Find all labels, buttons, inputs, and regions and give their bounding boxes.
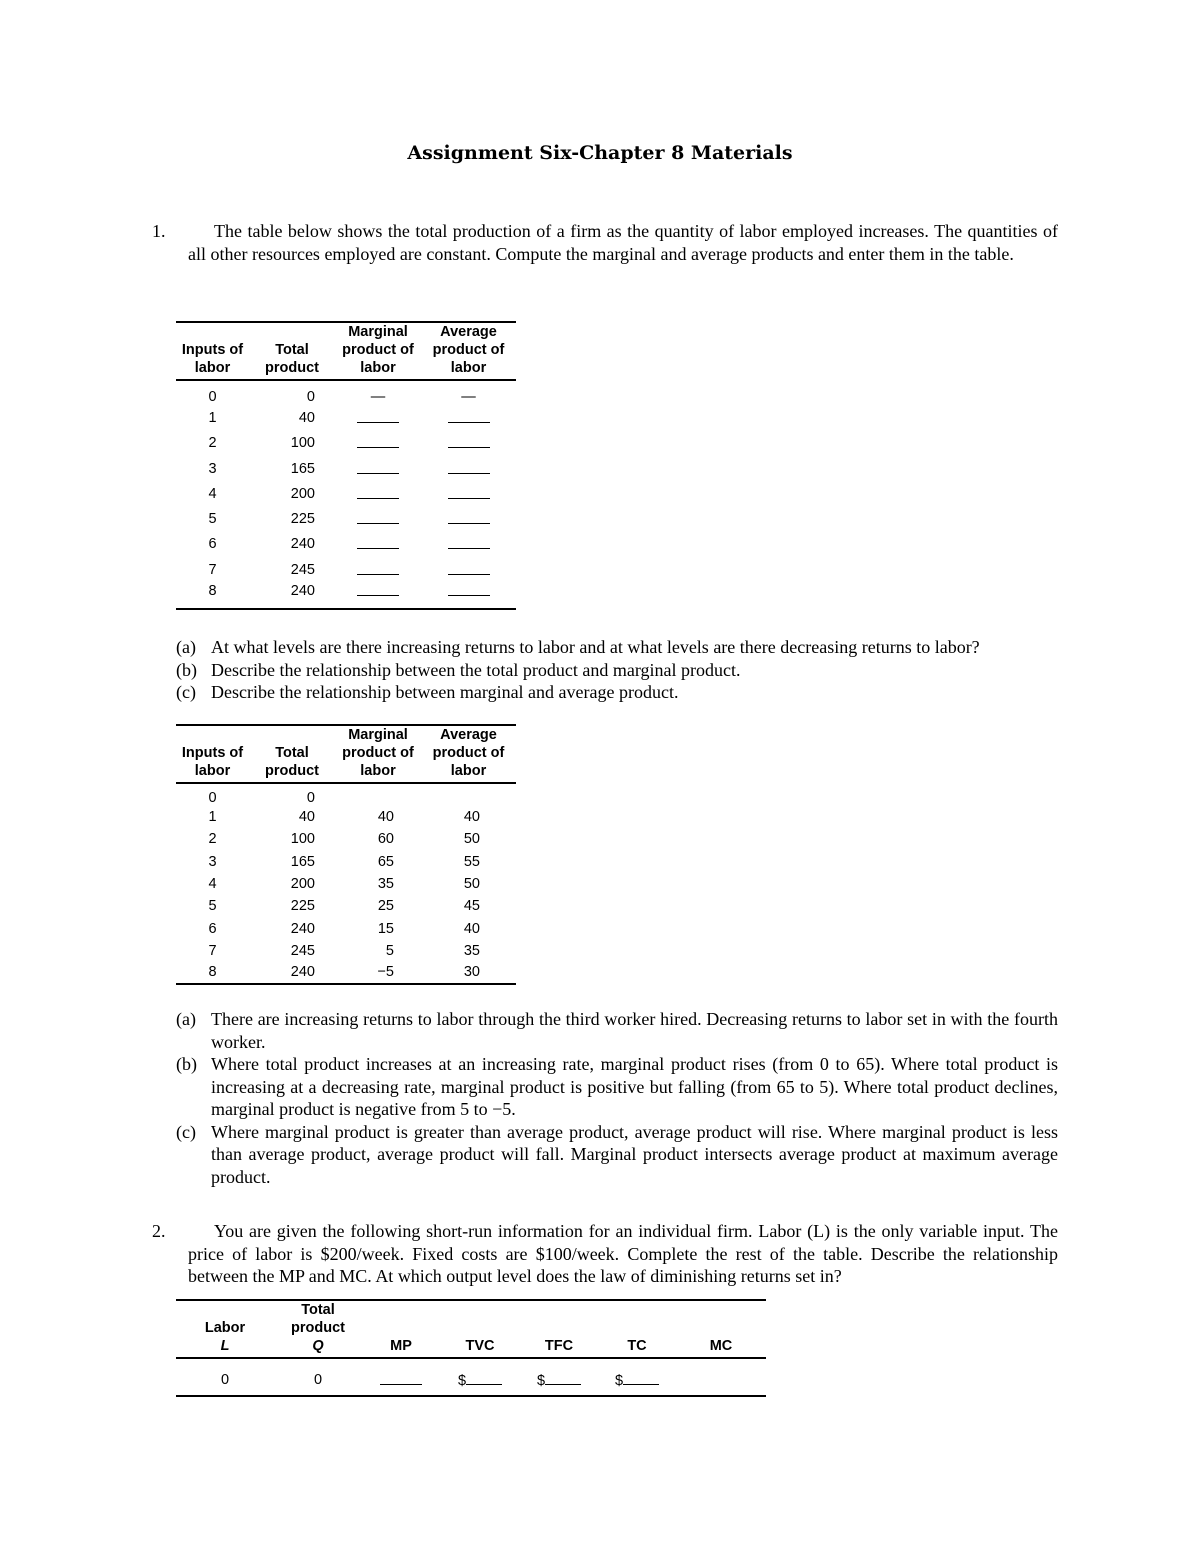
cell-labor: 1 bbox=[208, 809, 217, 826]
cell-total: 245 bbox=[290, 561, 315, 578]
cell-labor: 3 bbox=[208, 853, 217, 870]
cell-labor: 6 bbox=[208, 536, 217, 553]
tc-blank[interactable]: $ bbox=[598, 1358, 676, 1396]
mc-cell bbox=[676, 1358, 766, 1396]
answer-label: (c) bbox=[176, 1121, 196, 1142]
cell-total: 100 bbox=[290, 435, 315, 452]
cell-labor: 2 bbox=[208, 831, 217, 848]
cell-labor: 2 bbox=[208, 435, 217, 452]
cell-total: 200 bbox=[290, 876, 315, 893]
cell-mp: 5 bbox=[385, 942, 394, 959]
cell-total: 200 bbox=[290, 485, 315, 502]
mp-blank[interactable] bbox=[335, 431, 421, 456]
cell-labor: 5 bbox=[208, 511, 217, 528]
question-1-text bbox=[188, 220, 1058, 265]
table-row bbox=[176, 431, 516, 456]
production-table-answers bbox=[176, 724, 516, 985]
mp-blank[interactable] bbox=[335, 506, 421, 531]
header-marginal-product: Marginal product of labor bbox=[335, 322, 421, 380]
ap-blank[interactable] bbox=[421, 431, 516, 456]
cell-ap: 50 bbox=[463, 831, 480, 848]
cell-labor: 4 bbox=[208, 876, 217, 893]
question-1-subquestions bbox=[176, 636, 1056, 704]
header-total-product: Total product bbox=[249, 725, 335, 783]
cell-total: 225 bbox=[290, 511, 315, 528]
header-tvc: TVC bbox=[440, 1300, 520, 1358]
question-2-number: 2. bbox=[152, 1221, 166, 1241]
answer-label: (a) bbox=[176, 1009, 196, 1029]
cell-labor: 0 bbox=[176, 1358, 274, 1396]
cell-total: 245 bbox=[290, 942, 315, 959]
subquestion-label: (c) bbox=[176, 682, 196, 702]
subquestion bbox=[176, 659, 1056, 682]
table-row bbox=[176, 532, 516, 557]
answer-text: Where marginal product is greater than average product, average product will rise. Where marginal product is less than average product, average product will fall. Marginal product intersects average product at maximum average product. bbox=[211, 1121, 1058, 1187]
cell-ap: 35 bbox=[463, 942, 480, 959]
cell-mp: 35 bbox=[377, 876, 394, 893]
cell-total: 165 bbox=[290, 460, 315, 477]
cell-labor: 7 bbox=[208, 561, 217, 578]
table-row bbox=[176, 895, 516, 917]
table-row bbox=[176, 828, 516, 850]
cell-q: 0 bbox=[274, 1358, 362, 1396]
cell-mp: 40 bbox=[377, 809, 394, 826]
header-labor: Labor L bbox=[176, 1300, 274, 1358]
mp-blank[interactable] bbox=[335, 405, 421, 430]
header-tc: TC bbox=[598, 1300, 676, 1358]
production-table-blank bbox=[176, 321, 516, 610]
header-marginal-product: Marginal product of labor bbox=[335, 725, 421, 783]
cell-ap: 45 bbox=[463, 898, 480, 915]
cell-labor: 3 bbox=[208, 460, 217, 477]
mp-blank[interactable] bbox=[335, 557, 421, 582]
tfc-blank[interactable]: $ bbox=[520, 1358, 598, 1396]
mp-blank[interactable] bbox=[335, 456, 421, 481]
table-row bbox=[176, 405, 516, 430]
cell-mp: 60 bbox=[377, 831, 394, 848]
table-row bbox=[176, 873, 516, 895]
table-row bbox=[176, 456, 516, 481]
header-total-product-q: Total product Q bbox=[274, 1300, 362, 1358]
mp-blank[interactable] bbox=[362, 1358, 440, 1396]
header-tfc: TFC bbox=[520, 1300, 598, 1358]
answer-text: There are increasing returns to labor through the third worker hired. Decreasing returns to labor set in with the fourth worker. bbox=[211, 1009, 1058, 1052]
cell-total: 40 bbox=[298, 409, 315, 426]
cell-labor: 6 bbox=[208, 920, 217, 937]
cell-ap-dash: — bbox=[461, 389, 476, 406]
cell-labor: 4 bbox=[208, 485, 217, 502]
ap-blank[interactable] bbox=[421, 506, 516, 531]
cost-table bbox=[176, 1299, 766, 1397]
table-row bbox=[176, 582, 516, 609]
cell-labor: 8 bbox=[176, 962, 249, 984]
header-total-product: Total product bbox=[249, 322, 335, 380]
table-row bbox=[176, 1358, 766, 1396]
cell-labor: 5 bbox=[208, 898, 217, 915]
question-2-text-body: You are given the following short-run information for an individual firm. Labor (L) is the only variable input. The price of labor is $200/week. Fixed costs are $100/week. Complete the rest of the table. Describe the relationship between the MP and MC. At which output level does the law of diminishing returns set in? bbox=[188, 1221, 1058, 1286]
cell-ap bbox=[421, 783, 516, 806]
cell-total: 225 bbox=[290, 898, 315, 915]
header-inputs-of-labor: Inputs of labor bbox=[176, 725, 249, 783]
cell-total: 240 bbox=[290, 920, 315, 937]
answer bbox=[176, 1008, 1058, 1053]
cell-total: 0 bbox=[306, 790, 315, 806]
table-row bbox=[176, 917, 516, 939]
header-average-product: Average product of labor bbox=[421, 725, 516, 783]
cell-ap: 55 bbox=[463, 853, 480, 870]
cell-total: 240 bbox=[249, 582, 335, 609]
cell-mp bbox=[335, 783, 421, 806]
table-row bbox=[176, 380, 516, 405]
table-row bbox=[176, 783, 516, 806]
table-row bbox=[176, 940, 516, 962]
ap-blank[interactable] bbox=[421, 405, 516, 430]
subquestion-label: (a) bbox=[176, 637, 196, 657]
cell-mp: 15 bbox=[377, 920, 394, 937]
ap-blank[interactable] bbox=[421, 481, 516, 506]
question-1-number: 1. bbox=[152, 221, 166, 241]
subquestion bbox=[176, 681, 1056, 704]
cell-labor: 7 bbox=[208, 942, 217, 959]
cell-labor: 0 bbox=[208, 389, 217, 406]
question-2-text bbox=[188, 1220, 1058, 1288]
ap-blank[interactable] bbox=[421, 557, 516, 582]
answer-label: (b) bbox=[176, 1054, 197, 1074]
subquestion-text: Describe the relationship between marginal and average product. bbox=[211, 682, 679, 702]
table-row bbox=[176, 851, 516, 873]
answer bbox=[176, 1053, 1058, 1121]
cell-mp-dash: — bbox=[370, 389, 386, 406]
cell-total: 0 bbox=[306, 389, 315, 406]
cell-total: 240 bbox=[249, 962, 335, 984]
subquestion-label: (b) bbox=[176, 659, 197, 680]
page-title: Assignment Six-Chapter 8 Materials bbox=[407, 142, 793, 164]
question-1-answers bbox=[176, 1008, 1058, 1188]
mp-blank[interactable] bbox=[335, 582, 421, 609]
header-average-product: Average product of labor bbox=[421, 322, 516, 380]
answer-text: Where total product increases at an increasing rate, marginal product rises (from 0 to 65). Where total product is increasing at a decreasing rate, marginal product is positive but falling (from 65 to 5). Where total product declines, marginal product is negative from 5 to −5. bbox=[211, 1054, 1058, 1119]
mp-blank[interactable] bbox=[335, 532, 421, 557]
tvc-blank[interactable]: $ bbox=[440, 1358, 520, 1396]
cell-mp: 65 bbox=[377, 853, 394, 870]
header-mp: MP bbox=[362, 1300, 440, 1358]
cell-labor: 0 bbox=[208, 790, 217, 806]
cell-total: 165 bbox=[290, 853, 315, 870]
mp-blank[interactable] bbox=[335, 481, 421, 506]
question-1-text-body: The table below shows the total production of a firm as the quantity of labor employed increases. The quantities of all other resources employed are constant. Compute the marginal and average products and enter them in the table. bbox=[188, 221, 1058, 264]
cell-labor: 8 bbox=[176, 582, 249, 609]
cell-labor: 1 bbox=[208, 409, 217, 426]
ap-blank[interactable] bbox=[421, 456, 516, 481]
cell-ap: 30 bbox=[421, 962, 516, 984]
cell-ap: 50 bbox=[463, 876, 480, 893]
subquestion-text: At what levels are there increasing returns to labor and at what levels are there decreasing returns to labor? bbox=[211, 637, 980, 657]
header-mc: MC bbox=[676, 1300, 766, 1358]
cell-ap: 40 bbox=[463, 809, 480, 826]
subquestion-text: Describe the relationship between the total product and marginal product. bbox=[211, 659, 741, 680]
answer bbox=[176, 1121, 1058, 1189]
subquestion bbox=[176, 636, 1056, 659]
ap-blank[interactable] bbox=[421, 532, 516, 557]
cell-total: 100 bbox=[290, 831, 315, 848]
table-row bbox=[176, 506, 516, 531]
table-row bbox=[176, 557, 516, 582]
cell-mp: 25 bbox=[377, 898, 394, 915]
table-row bbox=[176, 481, 516, 506]
header-inputs-of-labor: Inputs of labor bbox=[176, 322, 249, 380]
table-row bbox=[176, 962, 516, 984]
cell-ap: 40 bbox=[463, 920, 480, 937]
cell-total: 40 bbox=[298, 809, 315, 826]
cell-total: 240 bbox=[290, 536, 315, 553]
ap-blank[interactable] bbox=[421, 582, 516, 609]
table-row bbox=[176, 806, 516, 828]
cell-mp: −5 bbox=[335, 962, 421, 984]
